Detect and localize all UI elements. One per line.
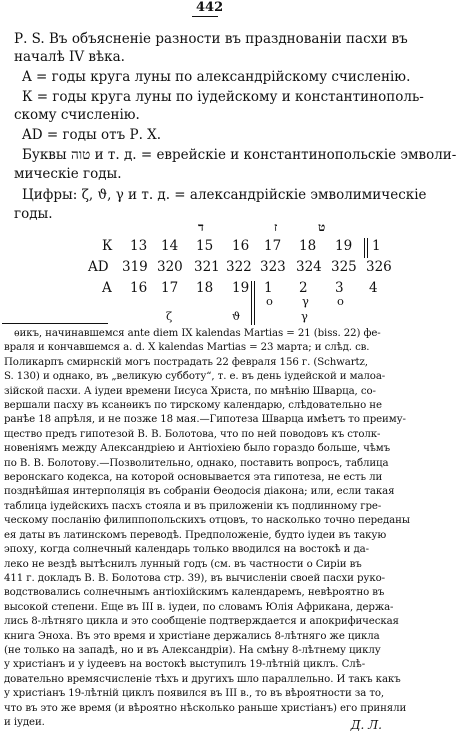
footnote-line: довательно времясчисленіе тѣхъ и другихъ шло параллельно. И такъ какъ [4, 674, 401, 685]
row-label-ad: AD [88, 259, 109, 275]
footnote-line: лись 8-лѣтняго цикла и это сообщеніе подтверждается и апокрифическая [4, 616, 399, 627]
table-cell: 2 [299, 280, 308, 296]
footnote-line: S. 130) и однако, въ „великую субботу“, т. е. въ день іудейской и малоа- [4, 371, 386, 382]
footnote-line: ранѣе 18 апрѣля, и не позже 18 мая.—Гипотеза Шварца имѣетъ то преиму- [4, 414, 406, 425]
footnote-line: щество предъ гипотезой В. В. Болотова, что по ней поводовъ къ столк- [4, 429, 381, 440]
table-cell: 326 [366, 259, 392, 275]
footnote-line: эпоху, когда солнечный календарь только вводился на востокѣ и да- [4, 544, 369, 555]
table-separator [254, 281, 255, 325]
table-cell: 18 [299, 238, 317, 254]
table-cell: 15 [196, 238, 214, 254]
footnote-line: таблица іудейскихъ пасхъ стояла и въ приложеніи къ подлинному гре- [4, 501, 382, 512]
table-cell: 3 [335, 280, 344, 296]
page-number: 442 [196, 0, 224, 15]
table-cell: 17 [161, 280, 179, 296]
greek-mark: ϑ [232, 309, 241, 323]
table-cell: 1 [372, 238, 381, 254]
table-cell: 13 [130, 238, 148, 254]
table-cell: 320 [157, 259, 183, 275]
footnote-line: зійской пасхи. А іудеи времени Іисуса Христа, по мнѣнію Шварца, со- [4, 386, 376, 397]
table-cell: 322 [226, 259, 252, 275]
main-line-1: Р. S. Въ объясненіе разности въ празднованіи пасхи въ [14, 31, 408, 47]
small-mark: γ [302, 294, 309, 308]
table-cell: 14 [161, 238, 179, 254]
table-cell: 19 [232, 280, 250, 296]
greek-mark: ζ [166, 309, 173, 323]
footnote-line: по В. В. Болотову.—Позволительно, однако, поставить вопросъ, таблица [4, 458, 389, 469]
main-line-2: началѣ IV вѣка. [14, 49, 125, 65]
table-cell: 324 [296, 259, 322, 275]
table-separator [251, 281, 252, 325]
signature: Д. Л. [350, 718, 382, 732]
table-cell: 17 [264, 238, 282, 254]
footnote-line: ея даты въ латинскомъ переводѣ. Предположеніе, будто іудеи въ такую [4, 530, 387, 541]
small-mark: ο [266, 294, 273, 308]
footnote-line: и іудеи. [4, 717, 45, 728]
hebrew-mark: ד [198, 220, 204, 234]
table-cell: 19 [335, 238, 353, 254]
main-line-7: Буквы טוה и т. д. = еврейскіе и константинопольскіе эмволи- [22, 147, 456, 163]
main-line-5: скому счисленію. [14, 107, 140, 123]
page-number-underline [192, 16, 218, 17]
footnote-line: враля и кончавшемся a. d. X kalendas Martias = 23 марта; и слѣд. св. [4, 342, 370, 353]
main-line-8: мическіе годы. [14, 166, 122, 182]
table-cell: 325 [331, 259, 357, 275]
footnote-line: что въ это же время (и вѣроятно нѣсколько раньше христіанъ) его приняли [4, 703, 407, 714]
row-label-k: К [102, 238, 113, 254]
main-line-10: годы. [14, 206, 53, 222]
footnote-line: Поликарпъ смирнскій могъ пострадать 22 февраля 156 г. (Schwartz, [4, 357, 368, 368]
table-cell: 4 [369, 280, 378, 296]
table-separator [364, 238, 365, 258]
table-cell: 1 [264, 280, 273, 296]
hebrew-mark: ט [318, 220, 326, 234]
table-cell: 319 [122, 259, 148, 275]
main-line-3: A = годы круга луны по александрійскому счисленію. [22, 69, 411, 85]
table-cell: 18 [196, 280, 214, 296]
main-line-9: Цифры: ζ, ϑ, γ и т. д. = александрійскіе эмволимическіе [22, 187, 427, 203]
footnote-line: вершали пасху въ ксанѳикъ по тирскому календарю, слѣдовательно не [4, 400, 382, 411]
footnote-line: новеніямъ между Александріею и Антіохіею было гораздо больше, чѣмъ [4, 443, 390, 454]
footnote-line: высокой степени. Еще въ III в. іудеи, по словамъ Юлія Африкана, держа- [4, 602, 394, 613]
footnote-line: книга Эноха. Въ это время и христіане держались 8-лѣтняго же цикла [4, 631, 380, 642]
table-cell: 16 [232, 238, 250, 254]
hebrew-mark: ז [274, 220, 278, 234]
table-cell: 323 [260, 259, 286, 275]
table-separator [367, 238, 368, 258]
footnote-line: водствовались солнечнымъ антіохійскимъ календаремъ, невѣроятно въ [4, 587, 385, 598]
footnote-line: леко не вездѣ вытѣснилъ лунный годъ (см. въ частности о Сиріи въ [4, 559, 362, 570]
footnote-rule [2, 323, 108, 324]
footnote-line: (не только на западѣ, но и въ Александріи). На смѣну 8-лѣтнему циклу [4, 645, 381, 656]
main-line-4: К = годы круга луны по іудейскому и константинополь- [22, 89, 424, 105]
footnote-line: 411 г. докладъ В. В. Болотова стр. 39), въ вычисленіи своей пасхи руко- [4, 573, 385, 584]
table-cell: 16 [130, 280, 148, 296]
main-line-6: AD = годы отъ Р. X. [22, 127, 162, 143]
footnote-line: веронскаго кодекса, на которой основывается эта гипотеза, не есть ли [4, 472, 383, 483]
footnote-line: ѳикъ, начинавшемся ante diem IX kalendas Martias = 21 (biss. 22) фе- [14, 328, 381, 339]
greek-mark: γ [301, 309, 308, 323]
small-mark: ο [337, 294, 344, 308]
footnote-line: у христіанъ и у іудеевъ на востокѣ выступилъ 19-лѣтній циклъ. Слѣ- [4, 659, 366, 670]
table-cell: 321 [194, 259, 220, 275]
footnote-line: ческому посланію филиппопольскихъ отцовъ, то насколько точно переданы [4, 515, 410, 526]
row-label-a: A [102, 280, 112, 296]
footnote-line: у христіанъ 19-лѣтній циклъ появился въ III в., то въ вѣроятности за то, [4, 688, 385, 699]
footnote-line: позднѣйшая интерполяція въ собраніи Ѳеодосія діакона; или, если такая [4, 486, 395, 497]
